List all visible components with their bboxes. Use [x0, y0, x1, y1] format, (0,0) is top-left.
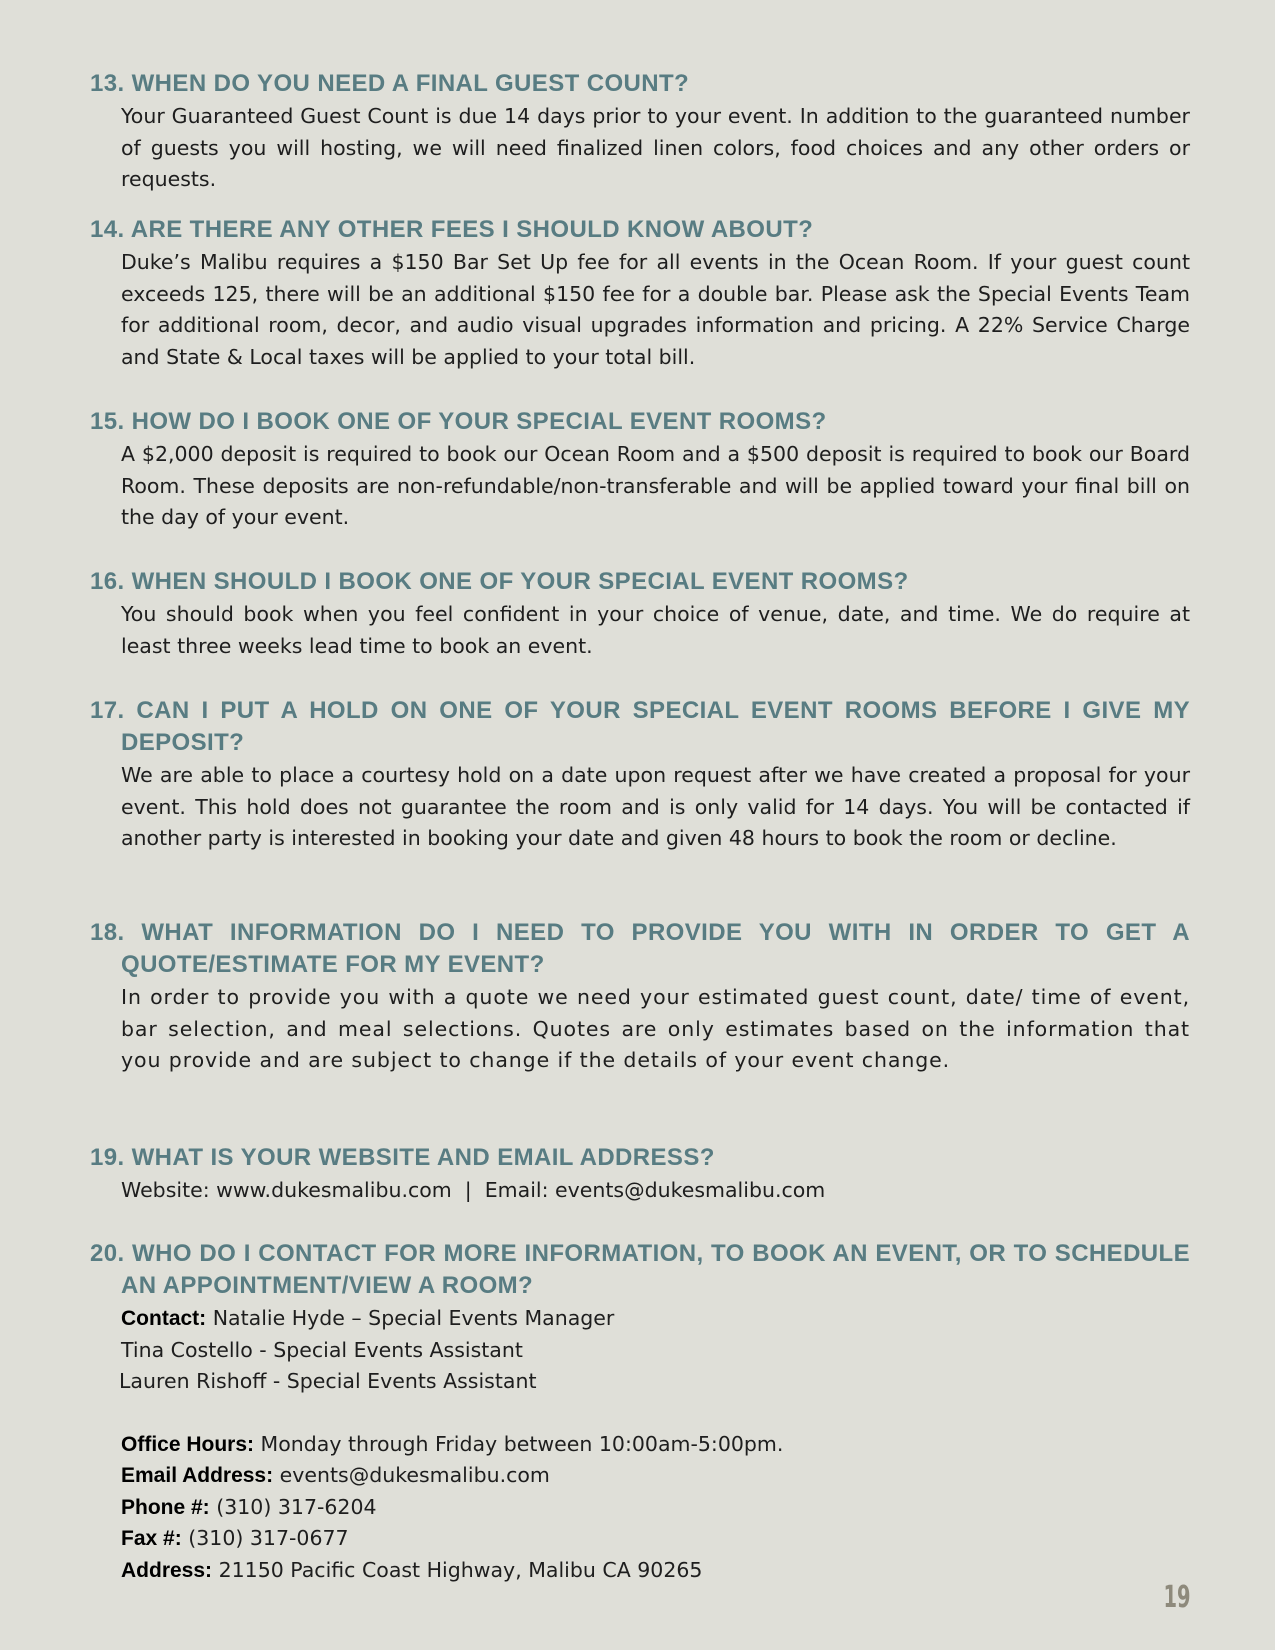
faq-question: 18. WHAT INFORMATION DO I NEED TO PROVIDE YOU WITH IN ORDER TO GET A QUOTE/ESTIMATE FOR MY EVENT?: [90, 919, 1190, 978]
fax-label: Fax #:: [121, 1527, 182, 1550]
faq-question: 16. WHEN SHOULD I BOOK ONE OF YOUR SPECIAL EVENT ROOMS?: [90, 568, 909, 595]
contact-person-3: Lauren Rishoff - Special Events Assistant: [119, 1369, 537, 1393]
faq-item-18: [90, 917, 1190, 1077]
phone-label: Phone #:: [121, 1495, 210, 1519]
faq-answer: A $2,000 deposit is required to book our Ocean Room and a $500 deposit is required to book our Board Room. These deposits are non-refundable/non-transferable and will be applied toward your final bill on the day of your event.: [121, 442, 1190, 529]
office-hours-line: [90, 1429, 1190, 1461]
faq-answer: In order to provide you with a quote we need your estimated guest count, date/ time of event, bar selection, and meal selections. Quotes are only estimates based on the information that you provide and are subject to change if the details of your event change.: [121, 985, 1190, 1072]
address-value: 21150 Pacific Coast Highway, Malibu CA 90265: [218, 1557, 703, 1582]
fax-line: [90, 1523, 1190, 1555]
contact-person-2: Tina Costello - Special Events Assistant: [121, 1337, 523, 1362]
faq-item-15: [90, 406, 1190, 534]
page-number: 19: [1163, 1580, 1191, 1615]
email-line: [90, 1460, 1190, 1492]
address-label: Address:: [121, 1558, 213, 1582]
faq-answer: Website: www.dukesmalibu.com | Email: events@dukesmalibu.com: [121, 1178, 826, 1202]
faq-question: 15. HOW DO I BOOK ONE OF YOUR SPECIAL EVENT ROOMS?: [90, 408, 827, 435]
fax-value: (310) 317-0677: [188, 1526, 349, 1550]
contact-label: Contact:: [121, 1307, 207, 1330]
phone-line: [90, 1492, 1190, 1524]
phone-value: (310) 317-6204: [216, 1494, 377, 1519]
faq-item-16: [90, 566, 1190, 662]
faq-item-13: [90, 68, 1190, 196]
contact-person-1: [90, 1303, 1190, 1335]
contact-person-name: Natalie Hyde – Special Events Manager: [212, 1306, 615, 1330]
faq-question: 13. WHEN DO YOU NEED A FINAL GUEST COUNT?: [90, 70, 690, 97]
faq-item-17: [90, 695, 1190, 855]
faq-answer: You should book when you feel confident in your choice of venue, date, and time. We do require at least three weeks lead time to book an event.: [121, 602, 1190, 658]
faq-question: 19. WHAT IS YOUR WEBSITE AND EMAIL ADDRESS?: [90, 1144, 715, 1171]
contact-block: [90, 1303, 1190, 1586]
faq-item-20: [90, 1238, 1190, 1586]
faq-item-14: [90, 214, 1190, 373]
faq-answer: We are able to place a courtesy hold on a date upon request after we have created a proposal for your event. This hold does not guarantee the room and is only valid for 14 days. You will be contacted if another party is interested in booking your date and given 48 hours to book the room or decline.: [121, 763, 1190, 850]
faq-question: 14. ARE THERE ANY OTHER FEES I SHOULD KNOW ABOUT?: [90, 216, 814, 243]
faq-question: 20. WHO DO I CONTACT FOR MORE INFORMATION, TO BOOK AN EVENT, OR TO SCHEDULE AN APPOINTMENT/VIEW A ROOM?: [90, 1240, 1190, 1299]
faq-item-19: [90, 1142, 1190, 1207]
office-hours-value: Monday through Friday between 10:00am-5:00pm.: [260, 1431, 784, 1456]
faq-answer: Your Guaranteed Guest Count is due 14 days prior to your event. In addition to the guaranteed number of guests you will hosting, we will need finalized linen colors, food choices and any other orders or requests.: [121, 104, 1190, 191]
faq-question: 17. CAN I PUT A HOLD ON ONE OF YOUR SPECIAL EVENT ROOMS BEFORE I GIVE MY DEPOSIT?: [90, 697, 1190, 756]
email-label: Email Address:: [121, 1464, 274, 1487]
address-line: [90, 1555, 1190, 1587]
email-value: events@dukesmalibu.com: [279, 1463, 550, 1487]
faq-answer: Duke’s Malibu requires a $150 Bar Set Up fee for all events in the Ocean Room. If your guest count exceeds 125, there will be an additional $150 fee for a double bar. Please ask the Special Events Team for additional room, decor, and audio visual upgrades information and pricing. A 22% Service Charge and State & Local taxes will be applied to your total bill.: [121, 250, 1190, 369]
office-hours-label: Office Hours:: [121, 1432, 255, 1456]
